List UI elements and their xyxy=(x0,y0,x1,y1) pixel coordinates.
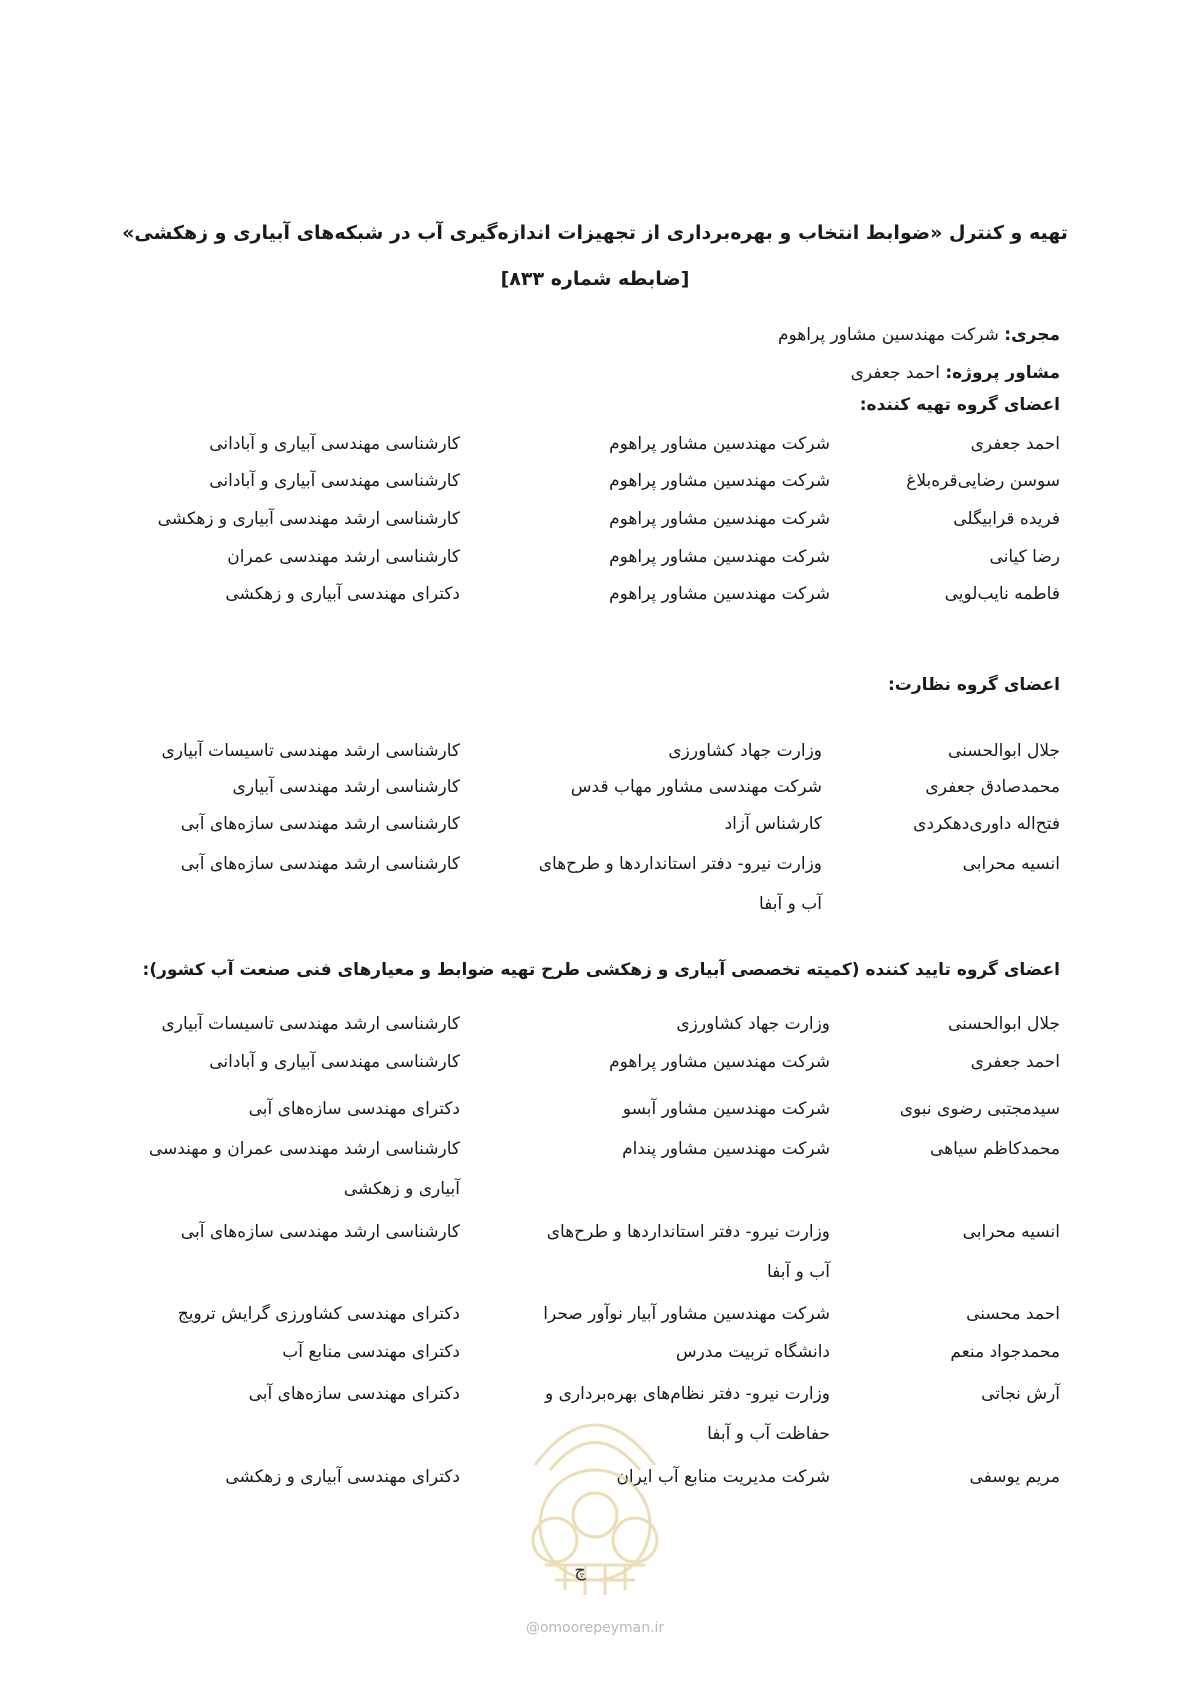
member-org: شرکت مهندسین مشاور آبیار نوآور صحرا xyxy=(543,1304,830,1324)
consultant-line xyxy=(851,363,1060,383)
member-name: سیدمجتبی رضوی نبوی xyxy=(899,1099,1060,1119)
consultant-label: مشاور پروژه: xyxy=(945,363,1060,383)
member-name: انسیه محرابی xyxy=(962,1222,1060,1242)
consultant-value: احمد جعفری xyxy=(850,363,946,383)
member-name: احمد جعفری xyxy=(970,434,1060,454)
approvers-heading: اعضای گروه تایید کننده (کمیته تخصصی آبیاری و زهکشی طرح تهیه ضوابط و معیارهای فنی صنعت آب کشور): xyxy=(142,960,1060,980)
member-org: شرکت مهندسی مشاور مهاب قدس xyxy=(570,777,822,797)
standard-number: [ضابطه شماره ۸۳۳] xyxy=(500,268,690,290)
member-name: جلال ابوالحسنی xyxy=(948,741,1060,761)
member-degree: کارشناسی ارشد مهندسی آبیاری xyxy=(232,777,460,797)
table-row xyxy=(0,1090,1190,1120)
table-row xyxy=(0,1043,1190,1073)
member-name: احمد محسنی xyxy=(966,1304,1060,1324)
supervisors-heading: اعضای گروه نظارت: xyxy=(887,675,1060,695)
member-degree: دکترای مهندسی منابع آب xyxy=(282,1342,460,1362)
member-degree: دکترای مهندسی سازه‌های آبی xyxy=(248,1384,460,1404)
member-name: جلال ابوالحسنی xyxy=(948,1014,1060,1034)
watermark-text: @omoorepeyman.ir xyxy=(525,1620,665,1636)
member-degree: کارشناسی ارشد مهندسی تاسیسات آبیاری xyxy=(161,1014,460,1034)
member-org-continued: حفاظت آب و آبفا xyxy=(707,1424,830,1444)
member-name: محمدصادق جعفری xyxy=(925,777,1060,797)
member-org: شرکت مهندسین مشاور پراهوم xyxy=(609,471,830,491)
table-row xyxy=(0,732,1190,762)
member-org: شرکت مهندسین مشاور پراهوم xyxy=(609,1052,830,1072)
table-row xyxy=(0,500,1190,530)
document-title: تهیه و کنترل «ضوابط انتخاب و بهره‌برداری از تجهیزات اندازه‌گیری آب در شبکه‌های آبیاری و زهکشی» xyxy=(122,222,1068,244)
member-name: فریده قرابیگلی xyxy=(953,509,1060,529)
table-row-continuation xyxy=(0,885,1190,915)
member-org: وزارت جهاد کشاورزی xyxy=(676,1014,830,1034)
table-row xyxy=(0,1130,1190,1160)
executor-value: شرکت مهندسین مشاور پراهوم xyxy=(777,325,1005,345)
table-row xyxy=(0,1213,1190,1243)
member-org: دانشگاه تربیت مدرس xyxy=(675,1342,830,1362)
table-row xyxy=(0,575,1190,605)
member-degree: کارشناسی مهندسی آبیاری و آبادانی xyxy=(209,471,460,491)
member-name: سوسن رضایی‌قره‌بلاغ xyxy=(906,471,1060,491)
member-org: وزارت جهاد کشاورزی xyxy=(668,741,822,761)
member-name: احمد جعفری xyxy=(970,1052,1060,1072)
table-row xyxy=(0,1333,1190,1363)
member-org: شرکت مهندسین مشاور پراهوم xyxy=(609,509,830,529)
member-org: شرکت مهندسین مشاور پراهوم xyxy=(609,547,830,567)
table-row xyxy=(0,538,1190,568)
table-row xyxy=(0,845,1190,875)
member-name: مریم یوسفی xyxy=(969,1467,1060,1487)
member-name: فاطمه نایب‌لویی xyxy=(944,584,1060,604)
member-degree: کارشناسی ارشد مهندسی عمران xyxy=(227,547,460,567)
member-degree: دکترای مهندسی سازه‌های آبی xyxy=(248,1099,460,1119)
table-row xyxy=(0,1295,1190,1325)
member-degree-continued: آبیاری و زهکشی xyxy=(343,1179,460,1199)
table-row xyxy=(0,1005,1190,1035)
member-org: وزارت نیرو- دفتر استانداردها و طرح‌های xyxy=(546,1222,830,1242)
member-name: انسیه محرابی xyxy=(962,854,1060,874)
table-row xyxy=(0,768,1190,798)
member-degree: کارشناسی مهندسی آبیاری و آبادانی xyxy=(209,1052,460,1072)
member-org: شرکت مهندسین مشاور پراهوم xyxy=(609,434,830,454)
table-row-continuation xyxy=(0,1170,1190,1200)
executor-label: مجری: xyxy=(1004,325,1060,345)
member-degree: دکترای مهندسی کشاورزی گرایش ترویج xyxy=(177,1304,460,1324)
member-degree: دکترای مهندسی آبیاری و زهکشی xyxy=(225,584,460,604)
member-org: وزارت نیرو- دفتر استانداردها و طرح‌های xyxy=(538,854,822,874)
member-org: وزارت نیرو- دفتر نظام‌های بهره‌برداری و xyxy=(545,1384,830,1404)
member-degree: کارشناسی ارشد مهندسی سازه‌های آبی xyxy=(180,814,460,834)
member-org: کارشناس آزاد xyxy=(724,814,822,834)
member-degree: کارشناسی ارشد مهندسی تاسیسات آبیاری xyxy=(161,741,460,761)
member-name: آرش نجاتی xyxy=(981,1384,1060,1404)
executor-line xyxy=(778,325,1060,345)
member-name: رضا کیانی xyxy=(989,547,1060,567)
table-row-continuation xyxy=(0,1253,1190,1283)
member-degree: کارشناسی ارشد مهندسی آبیاری و زهکشی xyxy=(157,509,460,529)
member-name: محمدکاظم سیاهی xyxy=(929,1139,1060,1159)
member-degree: کارشناسی مهندسی آبیاری و آبادانی xyxy=(209,434,460,454)
member-degree: کارشناسی ارشد مهندسی سازه‌های آبی xyxy=(180,854,460,874)
member-degree: دکترای مهندسی آبیاری و زهکشی xyxy=(225,1467,460,1487)
page-number: چ xyxy=(574,1560,586,1581)
member-degree: کارشناسی ارشد مهندسی سازه‌های آبی xyxy=(180,1222,460,1242)
table-row xyxy=(0,805,1190,835)
member-org-continued: آب و آبفا xyxy=(759,894,822,914)
member-org: شرکت مهندسین مشاور آبسو xyxy=(622,1099,830,1119)
table-row xyxy=(0,425,1190,455)
member-degree: کارشناسی ارشد مهندسی عمران و مهندسی xyxy=(148,1139,460,1159)
preparers-heading: اعضای گروه تهیه کننده: xyxy=(859,395,1060,415)
member-org: شرکت مهندسین مشاور پندام xyxy=(622,1139,830,1159)
member-org: شرکت مدیریت منابع آب ایران xyxy=(616,1467,830,1487)
member-org: شرکت مهندسین مشاور پراهوم xyxy=(609,584,830,604)
member-name: محمدجواد منعم xyxy=(950,1342,1060,1362)
table-row xyxy=(0,462,1190,492)
member-org-continued: آب و آبفا xyxy=(767,1262,830,1282)
watermark-seal-icon xyxy=(505,1395,685,1605)
member-name: فتح‌اله داوری‌دهکردی xyxy=(913,814,1060,834)
